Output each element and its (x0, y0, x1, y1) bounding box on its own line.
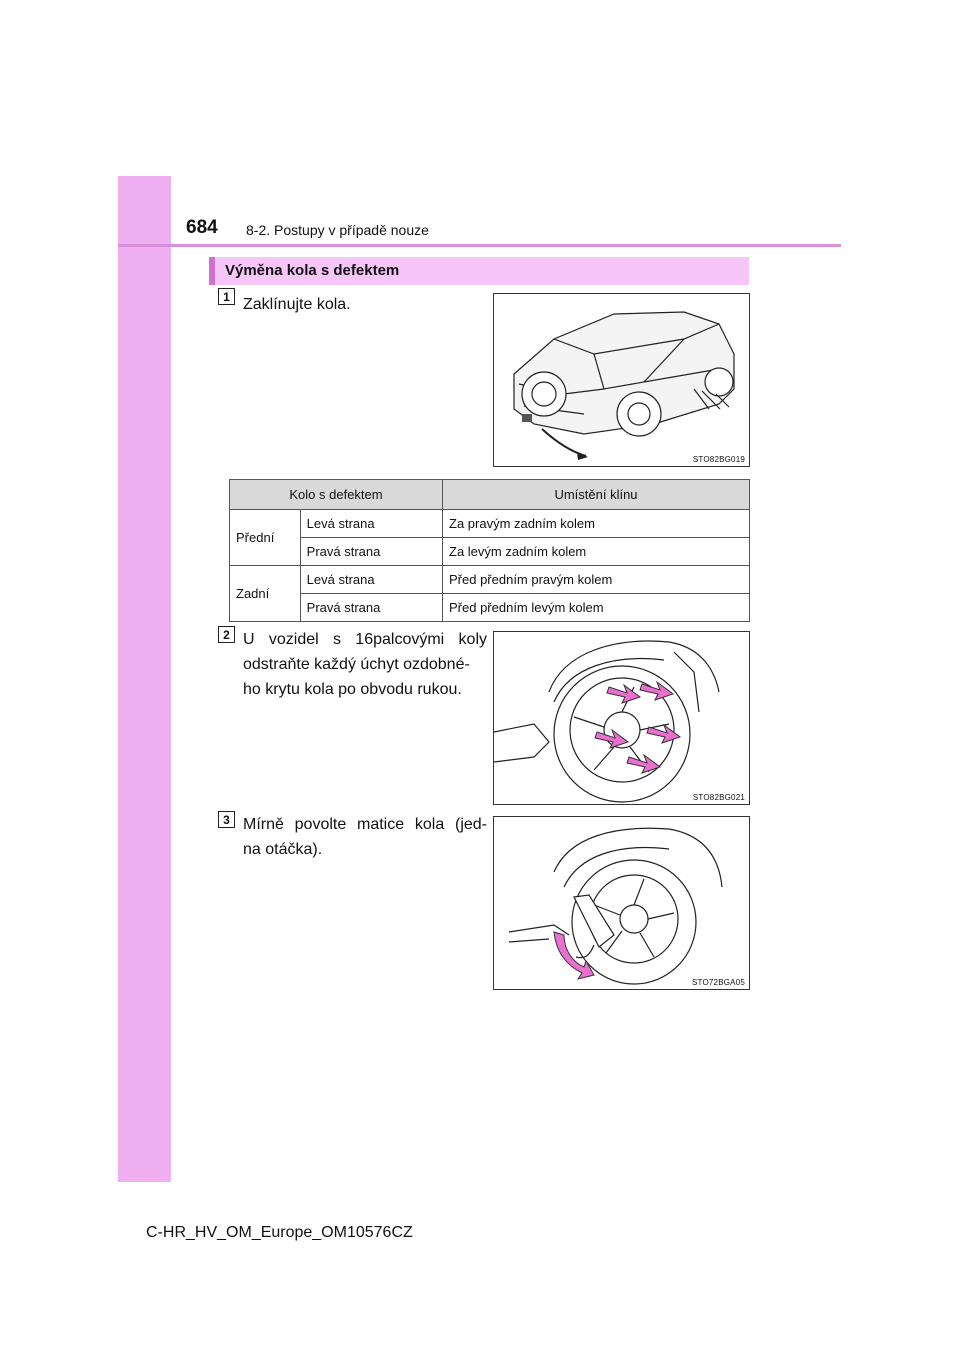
figure-1-code: STO82BG019 (692, 455, 745, 464)
step-2-line: ho krytu kola po obvodu rukou. (243, 681, 462, 698)
figure-loosen-nuts (493, 816, 750, 990)
footer-doc-id: C-HR_HV_OM_Europe_OM10576CZ (146, 1224, 413, 1241)
table-group-label: Přední (230, 510, 301, 566)
section-header (209, 257, 749, 285)
chapter-title: 8-2. Postupy v případě nouze (246, 222, 429, 238)
step-3-text (243, 812, 487, 862)
table-header-wedge-location: Umístění klínu (443, 480, 750, 510)
step-3-line: na otáčka). (243, 841, 323, 858)
side-band (118, 176, 171, 1182)
car-chock-illustration (494, 294, 749, 466)
step-2-line: U vozidel s 16palcovými koly (243, 631, 487, 648)
table-cell-location: Před předním pravým kolem (443, 566, 750, 594)
wheel-ornament-illustration (494, 632, 749, 804)
figure-2-code: STO82BG021 (692, 793, 745, 802)
step-3-number: 3 (218, 811, 235, 828)
table-cell-location: Za pravým zadním kolem (443, 510, 750, 538)
figure-remove-ornament (493, 631, 750, 805)
table-group-label: Zadní (230, 566, 301, 622)
wheel-nut-illustration (494, 817, 749, 989)
table-cell-location: Za levým zadním kolem (443, 538, 750, 566)
wedge-table (229, 479, 750, 622)
table-cell-side: Pravá strana (300, 594, 442, 622)
table-cell-side: Levá strana (300, 510, 442, 538)
table-cell-location: Před předním levým kolem (443, 594, 750, 622)
table-row (230, 510, 750, 538)
step-2-number: 2 (218, 626, 235, 643)
step-1-text: Zaklínujte kola. (243, 296, 351, 313)
figure-chock-wheels (493, 293, 750, 467)
table-cell-side: Pravá strana (300, 538, 442, 566)
table-row (230, 594, 750, 622)
figure-3-code: STO72BGA05 (692, 978, 745, 987)
header-rule (118, 244, 841, 247)
page-number: 684 (186, 217, 218, 238)
step-1-number: 1 (218, 288, 235, 305)
table-header-flat-wheel: Kolo s defektem (230, 480, 443, 510)
step-3-line: Mírně povolte matice kola (jed- (243, 816, 487, 833)
table-cell-side: Levá strana (300, 566, 442, 594)
step-2-text (243, 627, 487, 702)
step-2-line: odstraňte každý úchyt ozdobné- (243, 656, 470, 673)
section-title: Výměna kola s defektem (225, 262, 400, 279)
table-row (230, 566, 750, 594)
table-row (230, 538, 750, 566)
